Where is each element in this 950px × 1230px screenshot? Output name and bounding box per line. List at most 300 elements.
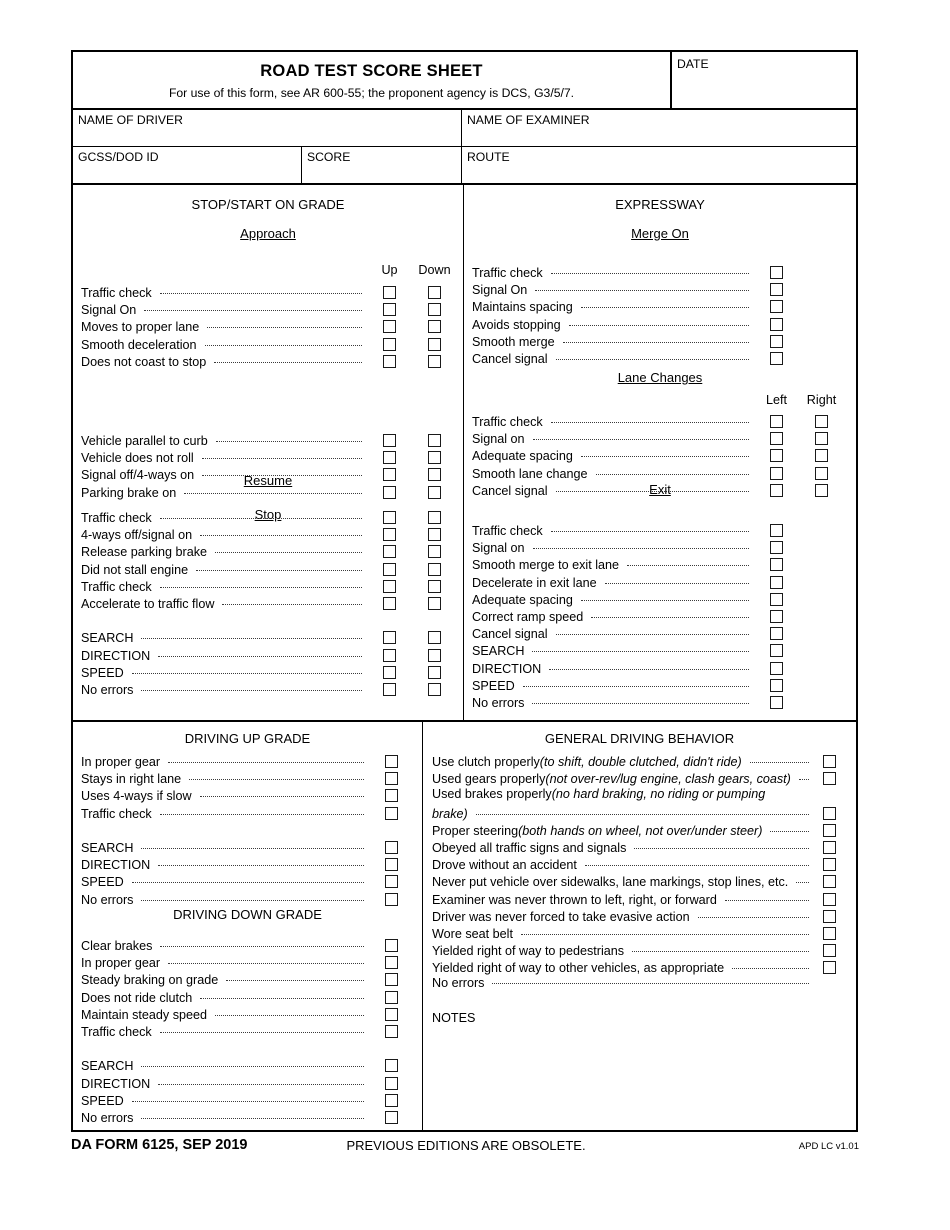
checklist-row [81, 787, 414, 804]
item-label: Wore seat belt [432, 926, 513, 941]
item-label: In proper gear [81, 755, 161, 769]
checkbox-up[interactable] [383, 563, 396, 576]
checklist-row [472, 642, 844, 659]
score-label: SCORE [307, 150, 351, 164]
checklist-row [81, 971, 414, 988]
checkbox-down[interactable] [428, 338, 441, 351]
checklist-row [432, 942, 844, 959]
checklist-row [81, 526, 457, 543]
checklist-row [81, 647, 457, 664]
item-label-italic: brake) [432, 806, 468, 821]
checkbox-down[interactable] [428, 303, 441, 316]
leader-dots [141, 690, 362, 691]
form-number: DA FORM 6125, SEP 2019 [71, 1137, 248, 1153]
driving-down-grade-items [81, 937, 414, 1126]
checkbox[interactable] [770, 541, 783, 554]
item-label: Use clutch properly [432, 755, 540, 769]
item-label: Traffic check [472, 415, 543, 429]
checkbox[interactable] [823, 858, 836, 871]
item-label: Signal On [472, 283, 528, 298]
leader-dots [492, 983, 809, 984]
checkbox[interactable] [385, 973, 398, 986]
checkbox[interactable] [385, 1077, 398, 1090]
checkbox[interactable] [385, 755, 398, 768]
item-label: Signal on [472, 432, 525, 447]
item-label: Traffic check [81, 286, 152, 300]
checklist-row [81, 578, 457, 595]
item-label: Smooth lane change [472, 466, 588, 481]
checkbox-right[interactable] [815, 415, 828, 428]
item-label-italic: (to shift, double clutched, didn't ride) [539, 755, 742, 769]
checkbox-down[interactable] [428, 286, 441, 299]
item-label: Used brakes properly [432, 787, 552, 802]
checklist-row [472, 574, 844, 591]
checkbox[interactable] [823, 841, 836, 854]
checklist-row [472, 447, 844, 464]
item-label: Maintain steady speed [81, 1007, 208, 1022]
checklist-row [81, 770, 414, 787]
checkbox[interactable] [823, 824, 836, 837]
checkbox-left[interactable] [770, 467, 783, 480]
form-outer-frame [71, 50, 858, 1132]
leader-dots [132, 1101, 364, 1102]
leader-dots [160, 587, 362, 588]
item-label: Cancel signal [472, 351, 548, 366]
form-title-cell [73, 52, 672, 108]
checklist-row [472, 660, 844, 677]
item-label: No errors [81, 1110, 134, 1125]
checkbox-down[interactable] [428, 631, 441, 644]
checkbox[interactable] [385, 1008, 398, 1021]
section-general-driving-behavior [423, 722, 856, 1130]
checklist-row [81, 353, 457, 370]
driving-down-grade-title: DRIVING DOWN GRADE [173, 907, 322, 922]
leader-dots [207, 327, 362, 328]
checklist-row [472, 350, 844, 367]
item-label: Did not stall engine [81, 562, 189, 577]
previous-editions-note: PREVIOUS EDITIONS ARE OBSOLETE. [346, 1138, 586, 1153]
checkbox-right[interactable] [815, 467, 828, 480]
checkbox-right[interactable] [815, 449, 828, 462]
checklist-row [432, 856, 844, 873]
name-row [73, 110, 856, 147]
checkbox-up[interactable] [383, 597, 396, 610]
approach-subtitle: Approach [240, 226, 296, 241]
stop-subtitle: Stop [254, 507, 282, 522]
form-subtitle: For use of this form, see AR 600-55; the proponent agency is DCS, G3/5/7. [168, 86, 575, 100]
checkbox[interactable] [823, 927, 836, 940]
checkbox[interactable] [770, 576, 783, 589]
notes-label: NOTES [432, 1010, 476, 1025]
checklist-row [472, 591, 844, 608]
leader-dots [141, 1066, 364, 1067]
leader-dots [523, 686, 749, 687]
leader-dots [556, 634, 749, 635]
form-footer [71, 1134, 861, 1160]
checkbox[interactable] [770, 318, 783, 331]
item-label: Adequate spacing [472, 592, 573, 607]
item-label-italic: (both hands on wheel, not over/under steer) [518, 823, 763, 838]
checkbox-up[interactable] [383, 320, 396, 333]
leader-dots [205, 345, 362, 346]
checkbox-up[interactable] [383, 631, 396, 644]
leader-dots [215, 1015, 364, 1016]
leader-dots [141, 1118, 364, 1119]
checklist-row [472, 539, 844, 556]
checkbox[interactable] [823, 961, 836, 974]
checkbox-down[interactable] [428, 434, 441, 447]
checkbox[interactable] [385, 1111, 398, 1124]
checklist-row [472, 556, 844, 573]
checklist-row [81, 1092, 414, 1109]
checkbox[interactable] [823, 875, 836, 888]
checklist-row [81, 595, 457, 612]
item-label: Traffic check [472, 266, 543, 280]
checklist-row [81, 664, 457, 681]
checkbox[interactable] [385, 807, 398, 820]
checklist-row [432, 925, 844, 942]
item-label: Smooth deceleration [81, 337, 197, 352]
leader-dots [160, 1032, 364, 1033]
checklist-row [81, 891, 414, 908]
resume-items [81, 509, 457, 698]
item-label: Drove without an accident [432, 858, 577, 873]
checkbox-down[interactable] [428, 528, 441, 541]
checkbox-up[interactable] [383, 580, 396, 593]
item-label: Driver was never forced to take evasive action [432, 909, 690, 924]
leader-dots [532, 703, 749, 704]
leader-dots [698, 917, 809, 918]
checkbox-up[interactable] [383, 338, 396, 351]
leader-dots [549, 669, 749, 670]
leader-dots [141, 900, 364, 901]
column-header-right: Right [806, 393, 837, 407]
checkbox-up[interactable] [383, 511, 396, 524]
checklist-row [81, 629, 457, 646]
route-field[interactable] [462, 147, 856, 183]
leader-dots [596, 474, 749, 475]
stop-items [81, 432, 457, 501]
item-label-italic: (no hard braking, no riding or pumping [551, 787, 766, 802]
checkbox[interactable] [823, 910, 836, 923]
item-label: Traffic check [81, 1024, 152, 1039]
leader-dots [158, 865, 364, 866]
checkbox[interactable] [770, 679, 783, 692]
checkbox[interactable] [385, 858, 398, 871]
item-label: SPEED [81, 875, 124, 890]
checkbox[interactable] [385, 841, 398, 854]
item-label: Release parking brake [81, 545, 208, 560]
checklist-row [81, 805, 414, 822]
checklist-row [81, 839, 414, 856]
leader-dots [160, 946, 364, 947]
checkbox[interactable] [770, 627, 783, 640]
checkbox[interactable] [385, 789, 398, 802]
item-label: Uses 4-ways if slow [81, 789, 192, 804]
checkbox[interactable] [770, 335, 783, 348]
checkbox[interactable] [385, 875, 398, 888]
leader-dots [732, 968, 809, 969]
item-label: Used gears properly [432, 772, 546, 787]
leader-dots [585, 865, 809, 866]
leader-dots [184, 493, 362, 494]
checklist-row [472, 694, 844, 711]
leader-dots [569, 325, 749, 326]
leader-dots [168, 963, 364, 964]
item-label: Smooth merge [472, 334, 555, 349]
checkbox[interactable] [823, 772, 836, 785]
checkbox-up[interactable] [383, 451, 396, 464]
leader-dots [551, 531, 749, 532]
leader-dots [160, 518, 362, 519]
checkbox[interactable] [385, 939, 398, 952]
expressway-section-title: EXPRESSWAY [615, 197, 705, 212]
checklist-row [81, 681, 457, 698]
leader-dots [551, 273, 749, 274]
item-label: Vehicle does not roll [81, 451, 194, 466]
checkbox-left[interactable] [770, 432, 783, 445]
checkbox-up[interactable] [383, 649, 396, 662]
checkbox[interactable] [770, 610, 783, 623]
checklist-row [81, 301, 457, 318]
checkbox[interactable] [385, 991, 398, 1004]
item-label: Cancel signal [472, 483, 548, 498]
leader-dots [132, 673, 362, 674]
checkbox-up[interactable] [383, 528, 396, 541]
general-driving-behavior-title: GENERAL DRIVING BEHAVIOR [544, 731, 735, 746]
leader-dots [189, 779, 364, 780]
date-field-cell[interactable] [672, 52, 856, 108]
checkbox[interactable] [770, 352, 783, 365]
leader-dots [200, 796, 364, 797]
checkbox-up[interactable] [383, 355, 396, 368]
checklist-row [432, 891, 844, 908]
item-label: SPEED [81, 665, 124, 680]
checklist-row [432, 787, 844, 804]
checkbox[interactable] [385, 1059, 398, 1072]
section-expressway [464, 185, 856, 720]
item-label: Examiner was never thrown to left, right, or forward [432, 892, 717, 907]
item-label: SEARCH [81, 840, 134, 855]
leader-dots [141, 848, 364, 849]
checkbox-up[interactable] [383, 303, 396, 316]
leader-dots [168, 762, 364, 763]
item-label: SEARCH [472, 644, 525, 659]
checkbox-down[interactable] [428, 355, 441, 368]
checklist-row [432, 805, 844, 822]
spacer [81, 822, 414, 839]
checkbox-down[interactable] [428, 545, 441, 558]
resume-subtitle: Resume [243, 473, 293, 488]
lower-checklist-body [73, 722, 856, 1130]
leader-dots [214, 362, 362, 363]
leader-dots [521, 934, 809, 935]
item-label: Smooth merge to exit lane [472, 558, 620, 573]
checkbox[interactable] [770, 593, 783, 606]
date-label: DATE [677, 57, 709, 71]
column-header-left: Left [765, 393, 787, 407]
checklist-row [472, 465, 844, 482]
item-label: Decelerate in exit lane [472, 575, 597, 590]
checkbox[interactable] [770, 300, 783, 313]
item-label: 4-ways off/signal on [81, 528, 193, 543]
score-field[interactable] [302, 147, 462, 183]
leader-dots [532, 651, 749, 652]
checkbox[interactable] [770, 266, 783, 279]
checkbox[interactable] [385, 956, 398, 969]
name-of-driver-field[interactable] [73, 110, 462, 146]
checklist-row [472, 264, 844, 281]
leader-dots [533, 548, 749, 549]
checklist-row [81, 873, 414, 890]
item-label: Yielded right of way to other vehicles, as appropriate [432, 961, 725, 976]
checkbox[interactable] [385, 772, 398, 785]
column-header-down: Down [418, 263, 451, 277]
approach-items [81, 284, 457, 370]
checkbox-down[interactable] [428, 511, 441, 524]
leader-dots [160, 814, 364, 815]
up-down-column-headers [81, 263, 457, 277]
item-label: Traffic check [81, 806, 152, 821]
leader-dots [556, 359, 749, 360]
checkbox-up[interactable] [383, 434, 396, 447]
leader-dots [533, 439, 749, 440]
leader-dots [725, 900, 809, 901]
checklist-row [432, 753, 844, 770]
item-label: Signal off/4-ways on [81, 468, 195, 483]
merge-on-subtitle: Merge On [631, 226, 689, 241]
leader-dots [200, 535, 362, 536]
item-label: Proper steering [432, 823, 519, 838]
checklist-row [81, 937, 414, 954]
checkbox-up[interactable] [383, 666, 396, 679]
item-label: No errors [81, 682, 134, 697]
checklist-row [81, 561, 457, 578]
checklist-row [432, 959, 844, 976]
leader-dots [226, 980, 364, 981]
item-label: Adequate spacing [472, 449, 573, 464]
checkbox-down[interactable] [428, 320, 441, 333]
form-title: ROAD TEST SCORE SHEET [260, 62, 483, 80]
item-label: Cancel signal [472, 627, 548, 642]
upper-checklist-body [73, 185, 856, 722]
left-right-column-headers [472, 393, 844, 407]
item-label: Traffic check [472, 524, 543, 538]
checklist-row [432, 908, 844, 925]
checklist-row [432, 822, 844, 839]
item-label: Signal on [472, 541, 525, 556]
checklist-row [81, 1057, 414, 1074]
checkbox-up[interactable] [383, 683, 396, 696]
checkbox-down[interactable] [428, 666, 441, 679]
checklist-row [81, 509, 457, 526]
item-label: Never put vehicle over sidewalks, lane markings, stop lines, etc. [432, 875, 789, 890]
leader-dots [581, 307, 749, 308]
checklist-row [472, 430, 844, 447]
checklist-row [81, 449, 457, 466]
name-of-examiner-field[interactable] [462, 110, 856, 146]
checkbox[interactable] [823, 944, 836, 957]
checkbox[interactable] [823, 755, 836, 768]
checkbox-right[interactable] [815, 432, 828, 445]
item-label: Correct ramp speed [472, 609, 584, 624]
item-label: SPEED [81, 1093, 124, 1108]
checkbox-down[interactable] [428, 649, 441, 662]
general-driving-behavior-items [432, 753, 844, 1025]
notes-textarea[interactable] [432, 990, 814, 1110]
checklist-row [81, 753, 414, 770]
leader-dots [144, 310, 362, 311]
checkbox-down[interactable] [428, 451, 441, 464]
checklist-row [81, 1109, 414, 1126]
checklist-row [81, 1075, 414, 1092]
exit-items [472, 522, 844, 711]
item-label: Does not coast to stop [81, 354, 207, 369]
checklist-row [472, 677, 844, 694]
checkbox-left[interactable] [770, 449, 783, 462]
item-label: Traffic check [81, 511, 152, 525]
leader-dots [202, 458, 362, 459]
checkbox-down[interactable] [428, 683, 441, 696]
leader-dots [581, 456, 749, 457]
checklist-row [472, 298, 844, 315]
item-label: Traffic check [81, 579, 152, 594]
driving-up-grade-title: DRIVING UP GRADE [184, 731, 311, 746]
lane-changes-subtitle: Lane Changes [617, 370, 703, 385]
checklist-row [472, 608, 844, 625]
leader-dots [132, 882, 364, 883]
checklist-row [432, 839, 844, 856]
checkbox[interactable] [770, 662, 783, 675]
checklist-row [472, 522, 844, 539]
gcss-dod-id-field[interactable] [73, 147, 302, 183]
checkbox[interactable] [823, 893, 836, 906]
apd-version: APD LC v1.01 [798, 1141, 859, 1152]
checkbox-up[interactable] [383, 286, 396, 299]
leader-dots [799, 779, 809, 780]
checkbox[interactable] [385, 893, 398, 906]
checkbox-left[interactable] [770, 415, 783, 428]
checkbox[interactable] [770, 283, 783, 296]
leader-dots [215, 552, 362, 553]
section-grade-driving [73, 722, 423, 1130]
checkbox[interactable] [385, 1025, 398, 1038]
name-of-examiner-label: NAME OF EXAMINER [467, 113, 590, 127]
column-header-up: Up [381, 263, 398, 277]
checkbox-down[interactable] [428, 563, 441, 576]
checkbox-up[interactable] [383, 545, 396, 558]
leader-dots [634, 848, 809, 849]
checkbox[interactable] [770, 524, 783, 537]
item-label: DIRECTION [81, 648, 151, 663]
checklist-row [81, 1006, 414, 1023]
item-label: No errors [81, 892, 134, 907]
checkbox[interactable] [770, 644, 783, 657]
checkbox[interactable] [823, 807, 836, 820]
item-label: In proper gear [81, 956, 161, 971]
checkbox[interactable] [770, 558, 783, 571]
checklist-row [81, 284, 457, 301]
leader-dots [160, 293, 362, 294]
checkbox[interactable] [385, 1094, 398, 1107]
checkbox-down[interactable] [428, 580, 441, 593]
checkbox[interactable] [770, 696, 783, 709]
checklist-row [472, 333, 844, 350]
item-label: Yielded right of way to pedestrians [432, 944, 625, 959]
item-label: No errors [472, 695, 525, 710]
checkbox-down[interactable] [428, 597, 441, 610]
item-label: DIRECTION [472, 661, 542, 676]
